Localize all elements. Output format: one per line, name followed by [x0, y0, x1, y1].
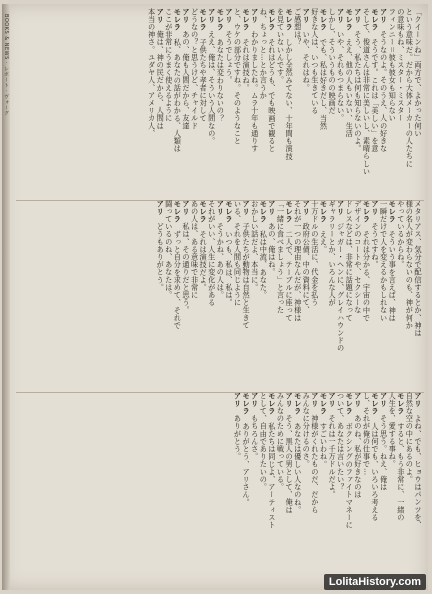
- dialogue-text: ね、ちょっと…とか言うか: [259, 8, 269, 100]
- text-column: [353, 200, 362, 384]
- text-column: [233, 200, 242, 384]
- speaker-label: アリ: [302, 200, 312, 216]
- dialogue-text: を見ていないんです。: [276, 8, 286, 84]
- text-column: [199, 8, 208, 192]
- speaker-label: アリ: [242, 200, 252, 216]
- text-column: [353, 8, 362, 192]
- text-column: [336, 8, 345, 192]
- dialogue-text: 神様がくれたものだ、だから: [310, 414, 320, 514]
- page-binding: [2, 4, 10, 590]
- speaker-label: モレラ: [285, 200, 295, 223]
- dialogue-text: 自然な空の中にあるのよ。: [405, 392, 415, 484]
- dialogue-text: ずっと自分を求めて、それで: [173, 230, 183, 330]
- text-column: [156, 200, 165, 384]
- text-column: [345, 392, 354, 582]
- text-column: [285, 392, 294, 582]
- text-column: [285, 200, 294, 384]
- dialogue-text: 私、あなたの話がわかる、人類は: [173, 38, 183, 153]
- text-column: [207, 8, 216, 192]
- text-column: [216, 8, 225, 192]
- dialogue-text: いる、それを人間も同じように: [233, 200, 243, 307]
- dialogue-text: 子供たちや孝者に対して: [199, 38, 209, 123]
- text-column: [379, 8, 388, 192]
- dialogue-text: よね、でも、ヒョウはパンツを、: [414, 414, 423, 529]
- text-column: [285, 8, 294, 192]
- speaker-label: モレラ: [242, 392, 252, 415]
- speaker-label: モレラ: [319, 392, 329, 415]
- speaker-label: アリ: [336, 8, 346, 24]
- text-column: [173, 200, 182, 384]
- dialogue-text: そういう事を言えば、神は: [388, 230, 398, 322]
- text-column: [250, 392, 259, 582]
- text-column: [302, 200, 311, 384]
- dialogue-text: どうなの？と思うけど、チャイルド: [190, 8, 200, 130]
- dialogue-text: そうかね、あの人は。: [216, 222, 226, 299]
- text-column: [319, 200, 328, 384]
- text-column: [327, 200, 336, 384]
- text-column: [267, 8, 276, 192]
- text-column: [293, 8, 302, 192]
- dialogue-text: それはどうも、でも映画で観ると: [267, 38, 277, 153]
- text-column: [293, 392, 302, 582]
- dialogue-text: そう思う。ねえ、俺は: [379, 414, 389, 491]
- speaker-label: モレラ: [224, 200, 234, 223]
- text-column: [370, 8, 379, 192]
- dialogue-text: やっているからね。: [396, 200, 406, 269]
- text-column: [345, 200, 354, 384]
- speaker-label: モレラ: [173, 200, 183, 223]
- dialogue-text: それが一つの理由なんだが、神様は: [293, 200, 303, 322]
- dialogue-text: 闘っているのね、あなたは。: [164, 200, 174, 299]
- speaker-label: モレラ: [396, 392, 406, 415]
- text-column: [388, 8, 397, 192]
- dialogue-text: として、自由でありたいの。: [259, 392, 269, 491]
- text-column: [267, 392, 276, 582]
- speaker-label: モレラ: [362, 200, 372, 223]
- speaker-label: アリ: [156, 8, 166, 24]
- dialogue-text: しかし、そういうものの映画だ: [328, 8, 338, 115]
- dialogue-text: の意味もね、ミスター・ミスター: [396, 8, 406, 122]
- dialogue-text: ええ、他の人もいない、生活: [345, 38, 355, 138]
- text-column: [310, 8, 319, 192]
- text-column: [224, 8, 233, 192]
- dialogue-text: 一瞬だけで人を変えるかもしれない: [379, 200, 389, 322]
- text-column: [276, 8, 285, 192]
- dialogue-text: 二人で、テーブルに座って: [285, 230, 295, 322]
- speaker-label: アリ: [181, 8, 191, 24]
- text-column: [396, 392, 405, 582]
- speaker-label: アリ: [379, 8, 389, 24]
- text-column: [336, 200, 345, 384]
- dialogue-text: 私は中流、あなた。: [259, 230, 269, 299]
- text-column: [405, 8, 414, 192]
- dialogue-text: そうなのよ。そのうえ、人の好きな: [379, 30, 389, 153]
- dialogue-text: わかりましたね。ムラ十年も通りす: [250, 30, 260, 153]
- text-column: [259, 8, 268, 192]
- dialogue-text: という意味だ。だから大体メーカーの人たちに: [405, 8, 415, 168]
- text-column: [362, 392, 371, 582]
- dialogue-text: そして、俊道さんは非常に美しいし、素晴らしい: [362, 8, 372, 176]
- text-column: [190, 200, 199, 384]
- dialogue-text: おかしい話だよ、本当に。: [250, 200, 260, 292]
- dialogue-text: すごいわね。: [319, 422, 329, 469]
- dialogue-text: いや、それはね。: [302, 30, 312, 92]
- speaker-label: アリ: [310, 392, 320, 408]
- speaker-label: アリ: [302, 8, 312, 24]
- speaker-label: アリ: [216, 200, 226, 216]
- text-column: [250, 200, 259, 384]
- text-column: [242, 392, 251, 582]
- speaker-label: アリ: [353, 392, 363, 408]
- speaker-label: モレラ: [345, 392, 355, 415]
- text-column: [370, 392, 379, 582]
- dialogue-text: ギャラリーとか、いろんな人が: [328, 200, 338, 307]
- dialogue-text: デザインのコートや、セクシーな: [353, 200, 363, 314]
- dialogue-text: 人生を、愛する事ね。: [388, 392, 398, 468]
- dialogue-text: すると、もう非常に、一緒の: [396, 422, 406, 522]
- speaker-label: モレラ: [173, 8, 183, 31]
- dialogue-text: 私は、その通りだと思う。: [181, 222, 191, 315]
- dialogue-text: みんなのために戦っている。: [276, 392, 286, 491]
- text-column: [362, 200, 371, 384]
- speaker-label: アリ: [250, 8, 260, 24]
- text-column: [267, 200, 276, 384]
- text-column: [207, 200, 216, 384]
- text-column: [156, 8, 165, 192]
- dialogue-text: 「一緒に食べましょう」と言った: [276, 200, 286, 314]
- speaker-label: アリ: [336, 200, 346, 216]
- dialogue-text: 俺は、神の民だから、人間は: [156, 30, 166, 130]
- text-column: [327, 8, 336, 192]
- dialogue-text: 政府公債、中の資料にて、: [302, 222, 312, 315]
- text-column: [181, 200, 190, 384]
- dialogue-text: メタリアス、気分で配信するとか、神は: [414, 200, 423, 337]
- text-column: [233, 392, 242, 582]
- speaker-label: アリ: [379, 392, 389, 408]
- text-tier-middle: [12, 200, 422, 384]
- speaker-label: モレラ: [371, 8, 381, 31]
- text-column: [353, 392, 362, 582]
- dialogue-text: それは演技ね。: [242, 38, 252, 92]
- text-column: [173, 8, 182, 192]
- text-column: [164, 8, 173, 192]
- dialogue-text: ありがとう。: [233, 414, 243, 461]
- text-column: [327, 392, 336, 582]
- text-column: [276, 200, 285, 384]
- text-column: [413, 8, 422, 192]
- speaker-label: モレラ: [259, 200, 269, 223]
- dialogue-text: し、それが俺の仕事で…: [362, 392, 372, 476]
- text-column: [413, 392, 422, 582]
- text-column: [147, 8, 156, 192]
- speaker-label: アリ: [328, 392, 338, 408]
- text-column: [242, 200, 251, 384]
- dialogue-text: そうです。これは「美しい」を意: [371, 38, 381, 153]
- dialogue-text: それがいい、人生に変化がある: [207, 200, 217, 307]
- dialogue-text: あの、俺も人間だから、友達: [181, 30, 191, 130]
- speaker-label: モレラ: [267, 8, 277, 31]
- speaker-label: アリ: [181, 200, 191, 216]
- dialogue-text: ありがとう、アリさん。: [242, 422, 252, 507]
- speaker-label: モレラ: [199, 200, 209, 223]
- dialogue-text: 「クイーンね」両方で、よかった何い: [414, 8, 423, 138]
- speaker-label: モレラ: [267, 392, 277, 415]
- speaker-label: モレラ: [285, 8, 295, 31]
- text-column: [319, 392, 328, 582]
- text-column: [181, 8, 190, 192]
- dialogue-text: 様の名人が変わらないのも、神が何か: [405, 200, 415, 330]
- text-column: [259, 392, 268, 582]
- speaker-label: アリ: [371, 200, 381, 216]
- dialogue-text: それは分かる、宇宙の中で: [362, 230, 372, 322]
- dialogue-text: 人は何でも、いろいろ考える: [371, 422, 381, 522]
- speaker-label: モレラ: [319, 8, 329, 31]
- text-column: [302, 392, 311, 582]
- text-column: [388, 200, 397, 384]
- dialogue-text: あの人は、ある意味で非常に: [190, 200, 200, 299]
- text-column: [388, 392, 397, 582]
- text-column: [216, 200, 225, 384]
- speaker-label: モレラ: [293, 392, 303, 415]
- text-column: [302, 8, 311, 192]
- text-column: [379, 200, 388, 384]
- dialogue-text: それは演技だよ。: [199, 230, 209, 292]
- dialogue-text: もちろんさ。: [250, 414, 260, 461]
- dialogue-text: いつも、私は、私は。: [224, 230, 234, 307]
- speaker-label: モレラ: [242, 8, 252, 31]
- text-column: [396, 200, 405, 384]
- speaker-label: アリ: [414, 392, 423, 408]
- text-column: [310, 392, 319, 582]
- speaker-label: アリ: [267, 200, 277, 216]
- speaker-label: アリ: [250, 392, 260, 408]
- text-column: [190, 8, 199, 192]
- spine-text: BOOKS & NEWS · レポート · ヴォーグ: [3, 14, 9, 117]
- dialogue-text: そう、黒人の男として、俺は: [285, 414, 295, 514]
- speaker-label: アリ: [353, 8, 363, 24]
- dialogue-text: ドレスなどは、非常に話題になって: [345, 200, 355, 322]
- dialogue-text: みんなに分けるのさ。: [302, 392, 312, 468]
- text-tier-top: [12, 8, 422, 192]
- dialogue-text: それは一千万ドルだよ。: [328, 414, 338, 499]
- text-column: [259, 200, 268, 384]
- text-column: [413, 200, 422, 384]
- speaker-label: モレラ: [319, 200, 329, 223]
- text-column: [164, 200, 173, 384]
- watermark-logo: LolitaHistory.com: [324, 574, 426, 590]
- text-tier-bottom: [12, 392, 422, 582]
- text-column: [370, 200, 379, 384]
- dialogue-text: ご感想は？: [293, 8, 303, 46]
- dialogue-text: と、ウケの部分ですね。そのようなこと: [233, 8, 243, 145]
- dialogue-text: そうでしょう。: [224, 30, 234, 85]
- dialogue-text: そうですね。: [371, 222, 381, 269]
- dialogue-text: 本当の神さ。ユダヤ人、アメリカ人、: [147, 8, 157, 138]
- dialogue-text: 子供たちが動物は自然と生きて: [242, 222, 252, 330]
- text-column: [396, 8, 405, 192]
- text-column: [250, 8, 259, 192]
- text-column: [233, 8, 242, 192]
- dialogue-text: ええ、俺は、そういう人間なの。: [207, 30, 217, 145]
- text-column: [379, 392, 388, 582]
- dialogue-text: あのね、私が好きなのは: [353, 414, 363, 499]
- text-column: [405, 200, 414, 384]
- dialogue-text: ええ。: [319, 230, 329, 254]
- speaker-label: アリ: [233, 392, 243, 408]
- speaker-label: モレラ: [388, 200, 398, 223]
- speaker-label: モレラ: [345, 8, 355, 31]
- dialogue-text: フィンニー＝彼も彼女も知らない: [388, 8, 398, 122]
- text-column: [362, 8, 371, 192]
- text-column: [224, 200, 233, 384]
- dialogue-text: でも、私は好きだし、当然: [319, 38, 329, 130]
- dialogue-text: ボクシングのファイトマネーに: [345, 422, 355, 529]
- speaker-label: アリ: [224, 8, 234, 24]
- text-column: [319, 8, 328, 192]
- dialogue-text: あの、俺はね。: [267, 222, 277, 277]
- speaker-label: モレラ: [371, 392, 381, 415]
- speaker-label: アリ: [285, 392, 295, 408]
- dialogue-text: あなたは優しい人なのね。: [293, 422, 303, 514]
- dialogue-text: どうもありがとう。: [156, 222, 166, 292]
- speaker-label: アリ: [156, 200, 166, 216]
- speaker-label: モレラ: [199, 8, 209, 31]
- text-column: [199, 200, 208, 384]
- dialogue-text: あなたは変わりないの？: [216, 38, 226, 123]
- text-column: [242, 8, 251, 192]
- speaker-label: モレラ: [216, 8, 226, 31]
- text-column: [310, 200, 319, 384]
- dialogue-text: 十万ドルの生活に、代金を払う: [310, 200, 320, 307]
- text-column: [276, 392, 285, 582]
- text-column: [345, 8, 354, 192]
- dialogue-text: そう、私たちは何も知らないのよ。: [353, 30, 363, 153]
- text-column: [405, 392, 414, 582]
- dialogue-text: ジャガー・ヘンに、グレイハウンドの: [336, 222, 346, 353]
- text-column: [336, 392, 345, 582]
- speaker-label: アリ: [207, 8, 217, 24]
- dialogue-text: しかし全然みてない、十年間も演技: [285, 38, 295, 161]
- dialogue-text: ここが非常にうまく使えるように: [164, 8, 174, 122]
- dialogue-text: ついて、あなたは言いたい？: [336, 392, 346, 491]
- dialogue-text: いや、それもつまらない。: [336, 30, 346, 123]
- dialogue-text: 私たちは同じよ、アーティスト: [267, 422, 277, 529]
- text-column: [293, 200, 302, 384]
- dialogue-text: 好きな人は、いつも生きている: [310, 8, 320, 115]
